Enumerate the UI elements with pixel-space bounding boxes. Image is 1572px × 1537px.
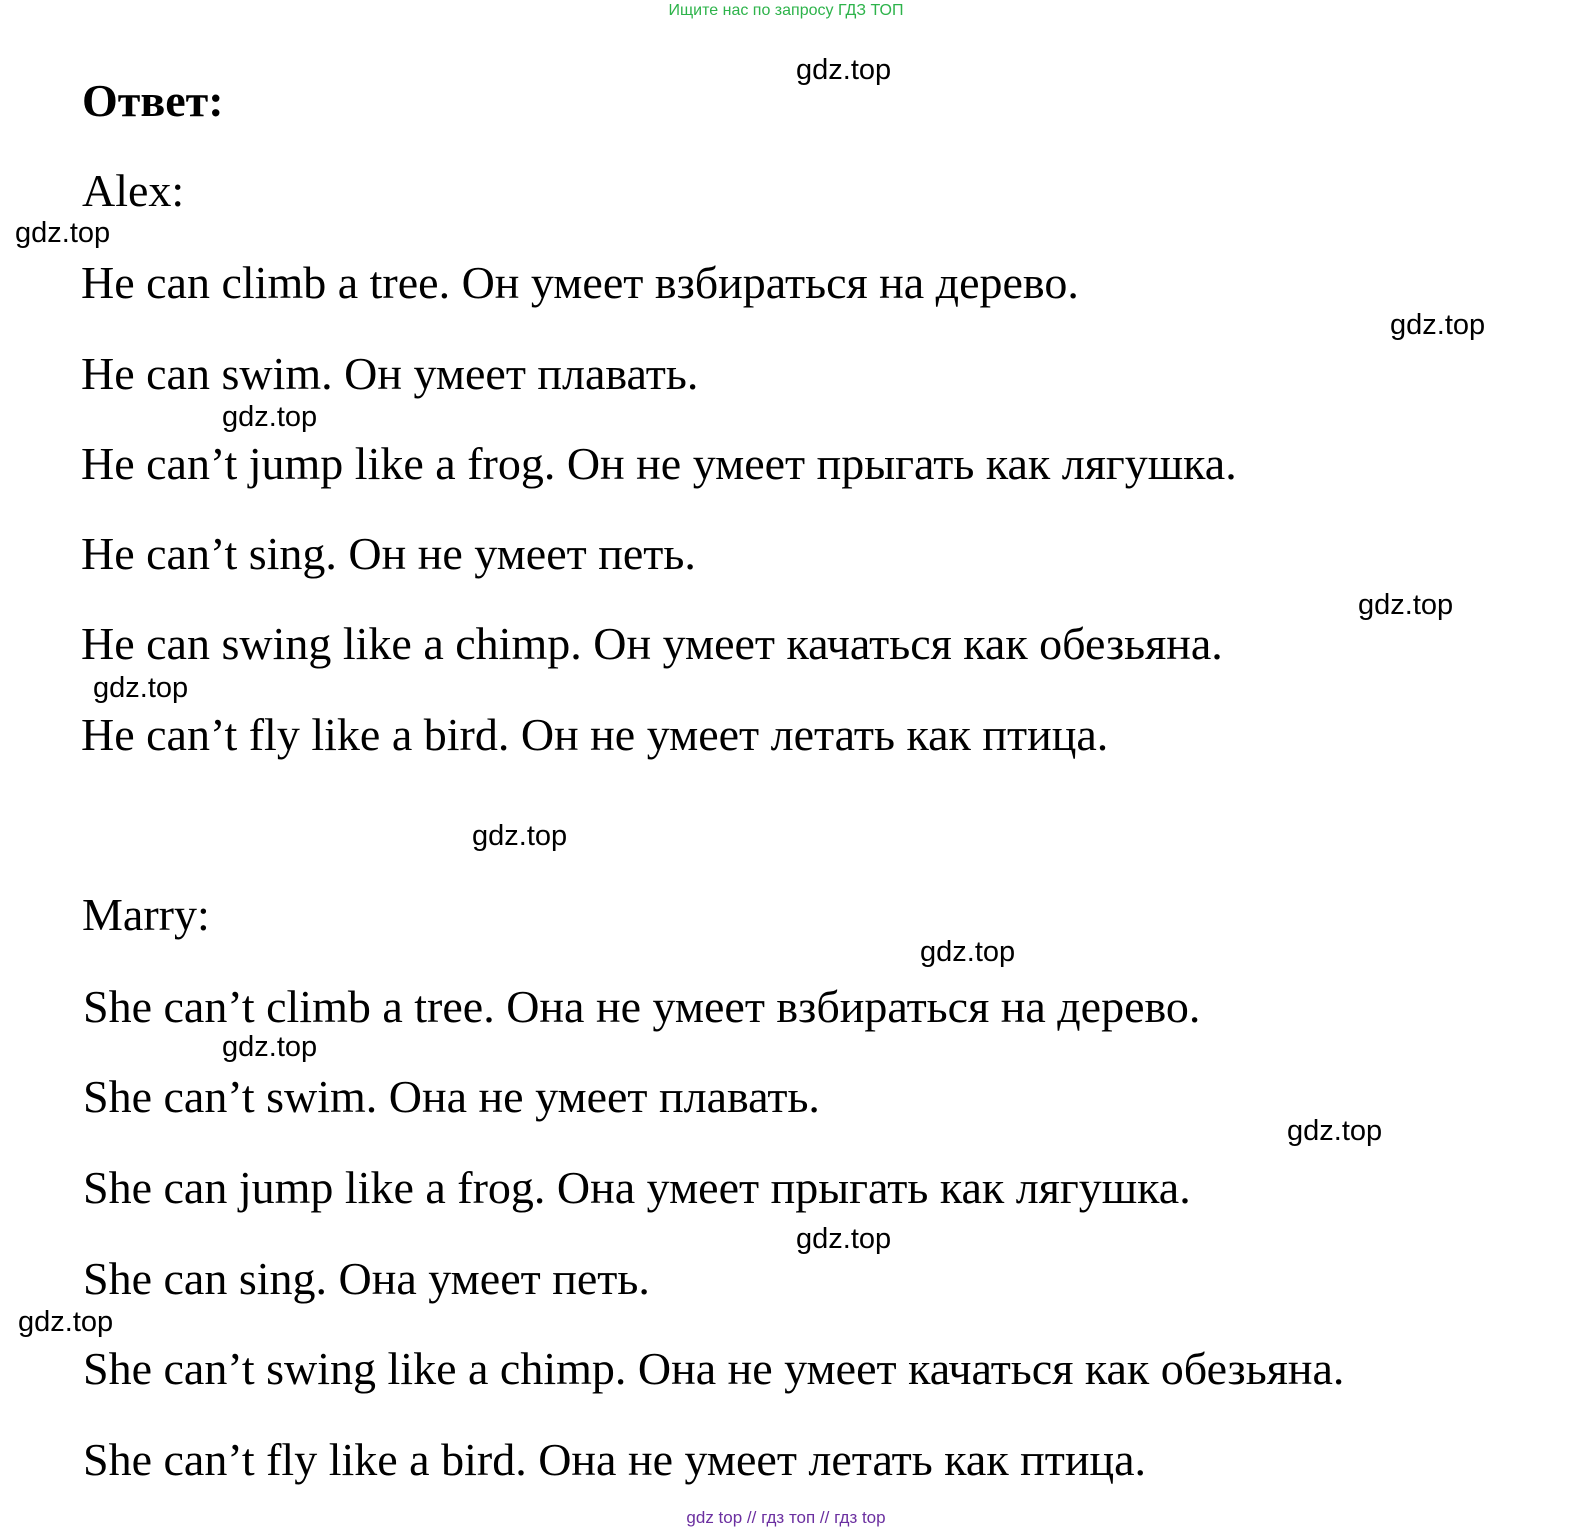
marry-line-3: She can jump like a frog. Она умеет прыгать как лягушка. <box>83 1162 1191 1213</box>
watermark: gdz.top <box>222 401 318 433</box>
marry-line-6: She can’t fly like a bird. Она не умеет летать как птица. <box>83 1434 1147 1485</box>
answer-heading: Ответ: <box>82 75 224 126</box>
alex-line-6: He can’t fly like a bird. Он не умеет летать как птица. <box>81 709 1109 760</box>
watermark: gdz.top <box>796 54 892 86</box>
alex-line-1: He can climb a tree. Он умеет взбираться на дерево. <box>81 257 1079 308</box>
marry-line-4: She can sing. Она умеет петь. <box>83 1253 650 1304</box>
watermark: gdz.top <box>18 1306 114 1338</box>
watermark: gdz.top <box>93 672 189 704</box>
watermark: gdz.top <box>1390 309 1486 341</box>
watermark: gdz.top <box>1287 1115 1383 1147</box>
marry-line-1: She can’t climb a tree. Она не умеет взбираться на дерево. <box>83 981 1201 1032</box>
watermark: gdz.top <box>1358 589 1454 621</box>
alex-line-3: He can’t jump like a frog. Он не умеет прыгать как лягушка. <box>81 438 1237 489</box>
marry-line-2: She can’t swim. Она не умеет плавать. <box>83 1071 820 1122</box>
top-banner: Ищите нас по запросу ГДЗ ТОП <box>668 2 904 19</box>
alex-name: Alex: <box>82 165 185 216</box>
watermark: gdz.top <box>15 217 111 249</box>
watermark: gdz.top <box>222 1031 318 1063</box>
watermark: gdz.top <box>920 936 1016 968</box>
marry-line-5: She can’t swing like a chimp. Она не умеет качаться как обезьяна. <box>83 1343 1345 1394</box>
marry-name: Marry: <box>82 889 210 940</box>
alex-line-2: He can swim. Он умеет плавать. <box>81 348 699 399</box>
alex-line-4: He can’t sing. Он не умеет петь. <box>81 528 696 579</box>
watermark: gdz.top <box>796 1223 892 1255</box>
alex-line-5: He can swing like a chimp. Он умеет качаться как обезьяна. <box>81 618 1223 669</box>
footer-links: gdz top // гдз топ // гдз top <box>686 1508 886 1527</box>
watermark: gdz.top <box>472 820 568 852</box>
